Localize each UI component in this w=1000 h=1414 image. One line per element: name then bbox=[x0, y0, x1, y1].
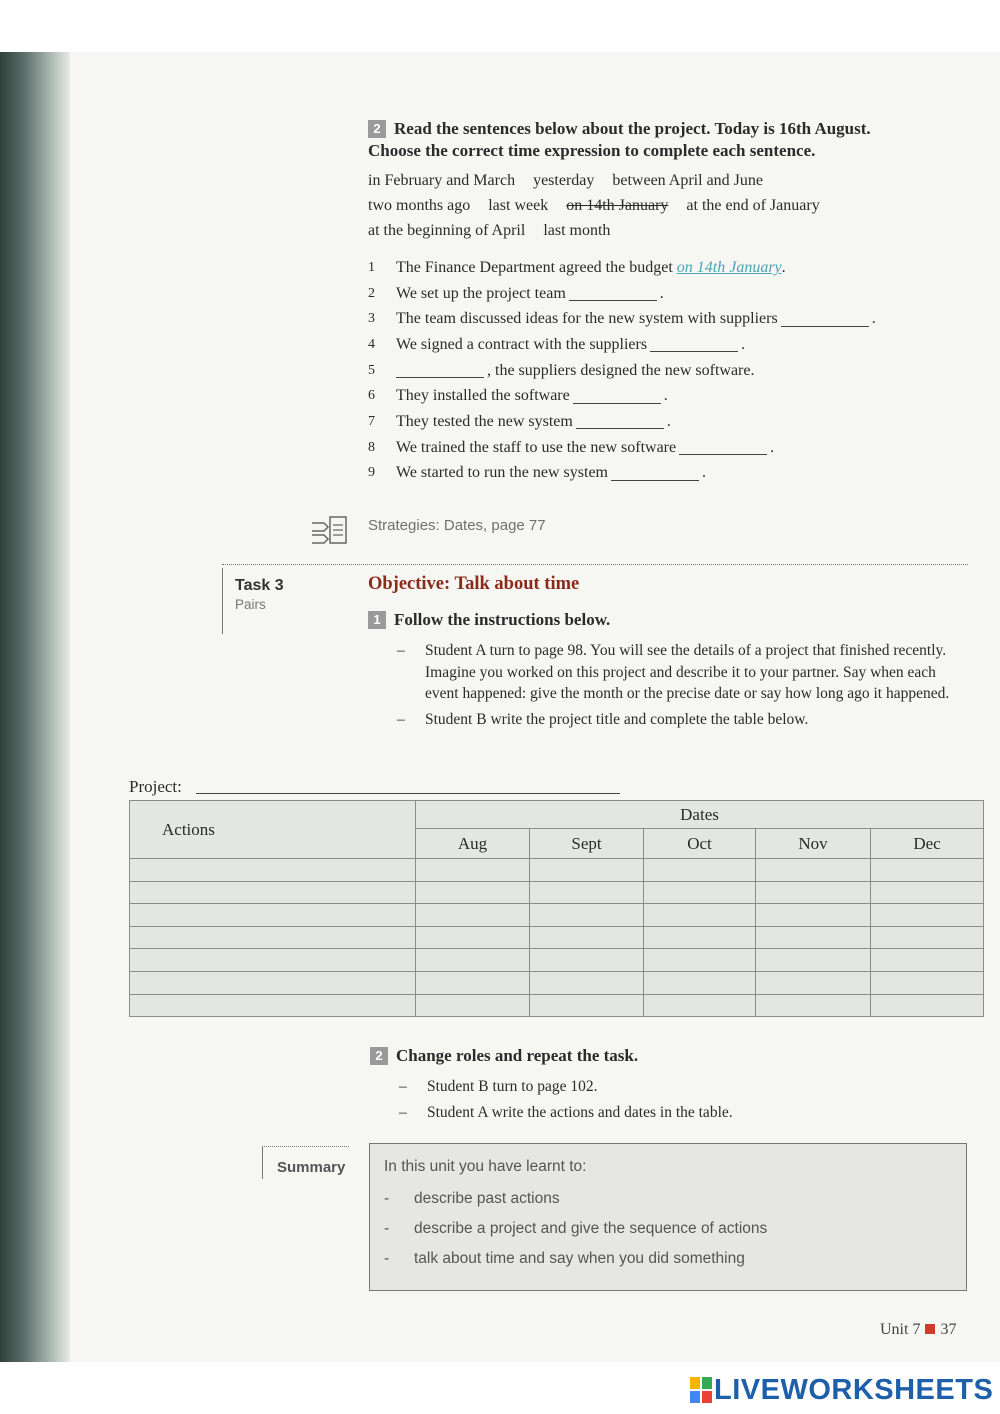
table-row bbox=[130, 926, 984, 949]
sentence-3: 3 The team discussed ideas for the new system with suppliers . bbox=[368, 310, 876, 328]
date-cell[interactable] bbox=[530, 926, 644, 949]
expressions-row-2 bbox=[368, 193, 968, 218]
answer-blank[interactable] bbox=[611, 466, 699, 481]
task-title: Task 3 bbox=[235, 577, 284, 594]
page-number: 37 bbox=[940, 1321, 957, 1338]
date-cell[interactable] bbox=[530, 881, 644, 904]
date-cell[interactable] bbox=[756, 949, 871, 972]
step-2-instruction: 2 Change roles and repeat the task. bbox=[370, 1045, 638, 1067]
month-header: Nov bbox=[756, 829, 871, 859]
bullet-item: – Student A turn to page 98. You will see the details of a project that finished recently. Imagine you worked on this project and describe it to your partner. Say when each event happened: give the month or the precise date or say how long ago it happened. bbox=[395, 640, 965, 705]
date-cell[interactable] bbox=[871, 994, 984, 1017]
month-header: Aug bbox=[416, 829, 530, 859]
sentence-2: 2 We set up the project team . bbox=[368, 284, 664, 302]
date-cell[interactable] bbox=[644, 881, 756, 904]
exercise-2-instruction bbox=[368, 118, 968, 162]
expressions-row-3 bbox=[368, 218, 968, 243]
footer-square-icon bbox=[925, 1324, 935, 1334]
sentence-7: 7 They tested the new system . bbox=[368, 412, 671, 430]
date-cell[interactable] bbox=[416, 904, 530, 927]
sentence-6: 6 They installed the software . bbox=[368, 387, 668, 405]
exercise-number-badge: 2 bbox=[368, 120, 386, 138]
action-cell[interactable] bbox=[130, 994, 416, 1017]
actions-dates-table bbox=[129, 800, 984, 1017]
bullet-item: – Student B write the project title and complete the table below. bbox=[395, 709, 965, 731]
date-cell[interactable] bbox=[871, 926, 984, 949]
summary-box bbox=[369, 1143, 967, 1291]
strategies-icon bbox=[310, 513, 352, 552]
time-expressions bbox=[368, 168, 968, 243]
date-cell[interactable] bbox=[644, 859, 756, 882]
action-cell[interactable] bbox=[130, 904, 416, 927]
expressions-row-1 bbox=[368, 168, 968, 193]
liveworksheets-logo bbox=[690, 1372, 993, 1408]
date-cell[interactable] bbox=[871, 904, 984, 927]
date-cell[interactable] bbox=[644, 994, 756, 1017]
date-cell[interactable] bbox=[871, 859, 984, 882]
summary-label-box bbox=[262, 1146, 349, 1179]
date-cell[interactable] bbox=[530, 971, 644, 994]
answer-blank[interactable] bbox=[650, 337, 738, 352]
date-cell[interactable] bbox=[416, 881, 530, 904]
action-cell[interactable] bbox=[130, 971, 416, 994]
instruction-line-2: Choose the correct time expression to complete each sentence. bbox=[368, 141, 816, 160]
task-mode: Pairs bbox=[235, 597, 266, 612]
month-header: Dec bbox=[871, 829, 984, 859]
expression: at the beginning of April bbox=[368, 222, 526, 239]
expression: at the end of January bbox=[686, 197, 820, 214]
unit-label: Unit 7 bbox=[880, 1321, 921, 1338]
date-cell[interactable] bbox=[756, 994, 871, 1017]
date-cell[interactable] bbox=[530, 994, 644, 1017]
date-cell[interactable] bbox=[416, 859, 530, 882]
step-1-instruction: 1 Follow the instructions below. bbox=[368, 609, 610, 631]
step-1-bullets bbox=[395, 640, 965, 734]
sentence-list bbox=[368, 255, 978, 486]
summary-intro: In this unit you have learnt to: bbox=[384, 1158, 587, 1175]
date-cell[interactable] bbox=[416, 926, 530, 949]
actions-header: Actions bbox=[130, 801, 416, 859]
summary-label: Summary bbox=[277, 1159, 346, 1176]
expression: last month bbox=[543, 222, 611, 239]
date-cell[interactable] bbox=[756, 859, 871, 882]
watermark-text: LIVEWORKSHEETS bbox=[714, 1373, 994, 1406]
strategies-reference: Strategies: Dates, page 77 bbox=[368, 517, 546, 534]
answer-text: on 14th January bbox=[676, 258, 782, 276]
instruction-line-1: Read the sentences below about the project. Today is 16th August. bbox=[394, 119, 871, 138]
date-cell[interactable] bbox=[644, 926, 756, 949]
date-cell[interactable] bbox=[871, 881, 984, 904]
table-row bbox=[130, 859, 984, 882]
expression-used: on 14th January bbox=[566, 197, 669, 214]
expression: in February and March bbox=[368, 172, 516, 189]
project-title-input[interactable] bbox=[196, 793, 620, 794]
summary-list bbox=[384, 1184, 966, 1274]
project-label: Project: bbox=[129, 777, 182, 796]
answer-blank[interactable] bbox=[573, 389, 661, 404]
month-header: Sept bbox=[530, 829, 644, 859]
answer-blank[interactable] bbox=[569, 286, 657, 301]
summary-item: - describe past actions bbox=[384, 1190, 560, 1207]
action-cell[interactable] bbox=[130, 926, 416, 949]
sentence-4: 4 We signed a contract with the suppliers . bbox=[368, 335, 746, 353]
date-cell[interactable] bbox=[756, 926, 871, 949]
date-cell[interactable] bbox=[530, 949, 644, 972]
section-divider bbox=[222, 564, 968, 565]
bullet-item: – Student A write the actions and dates in the table. bbox=[397, 1102, 957, 1124]
date-cell[interactable] bbox=[530, 859, 644, 882]
answer-blank[interactable] bbox=[396, 363, 484, 378]
date-cell[interactable] bbox=[756, 971, 871, 994]
sentence-9: 9 We started to run the new system . bbox=[368, 464, 706, 482]
expression: two months ago bbox=[368, 197, 471, 214]
table-row bbox=[130, 971, 984, 994]
bullet-item: – Student B turn to page 102. bbox=[397, 1076, 957, 1098]
table-row bbox=[130, 904, 984, 927]
step-2-bullets bbox=[397, 1076, 957, 1127]
expression: yesterday bbox=[533, 172, 595, 189]
step-number-badge: 2 bbox=[370, 1047, 388, 1065]
liveworksheets-icon bbox=[690, 1377, 712, 1403]
sentence-8: 8 We trained the staff to use the new software . bbox=[368, 438, 775, 456]
sentence-1: 1 The Finance Department agreed the budget on 14th January . bbox=[368, 258, 786, 276]
date-cell[interactable] bbox=[644, 971, 756, 994]
date-cell[interactable] bbox=[530, 904, 644, 927]
answer-blank[interactable] bbox=[576, 414, 664, 429]
date-cell[interactable] bbox=[756, 881, 871, 904]
page-footer bbox=[880, 1321, 956, 1339]
date-cell[interactable] bbox=[416, 971, 530, 994]
action-cell[interactable] bbox=[130, 881, 416, 904]
summary-item: - talk about time and say when you did something bbox=[384, 1250, 745, 1267]
expression: last week bbox=[488, 197, 549, 214]
step-number-badge: 1 bbox=[368, 611, 386, 629]
date-cell[interactable] bbox=[756, 904, 871, 927]
action-cell[interactable] bbox=[130, 859, 416, 882]
task-label-box bbox=[222, 568, 323, 634]
expression: between April and June bbox=[612, 172, 763, 189]
table-row bbox=[130, 949, 984, 972]
date-cell[interactable] bbox=[644, 949, 756, 972]
summary-item: - describe a project and give the sequence of actions bbox=[384, 1220, 768, 1237]
date-cell[interactable] bbox=[644, 904, 756, 927]
table-row bbox=[130, 881, 984, 904]
task-objective: Objective: Talk about time bbox=[368, 574, 580, 594]
book-spine-shadow bbox=[0, 52, 70, 1362]
action-cell[interactable] bbox=[130, 949, 416, 972]
date-cell[interactable] bbox=[416, 994, 530, 1017]
date-cell[interactable] bbox=[416, 949, 530, 972]
answer-blank[interactable] bbox=[679, 440, 767, 455]
dates-header: Dates bbox=[416, 801, 984, 829]
answer-blank[interactable] bbox=[781, 312, 869, 327]
date-cell[interactable] bbox=[871, 949, 984, 972]
date-cell[interactable] bbox=[871, 971, 984, 994]
month-header: Oct bbox=[644, 829, 756, 859]
table-row bbox=[130, 994, 984, 1017]
sentence-5: 5 , the suppliers designed the new software. bbox=[368, 361, 755, 379]
